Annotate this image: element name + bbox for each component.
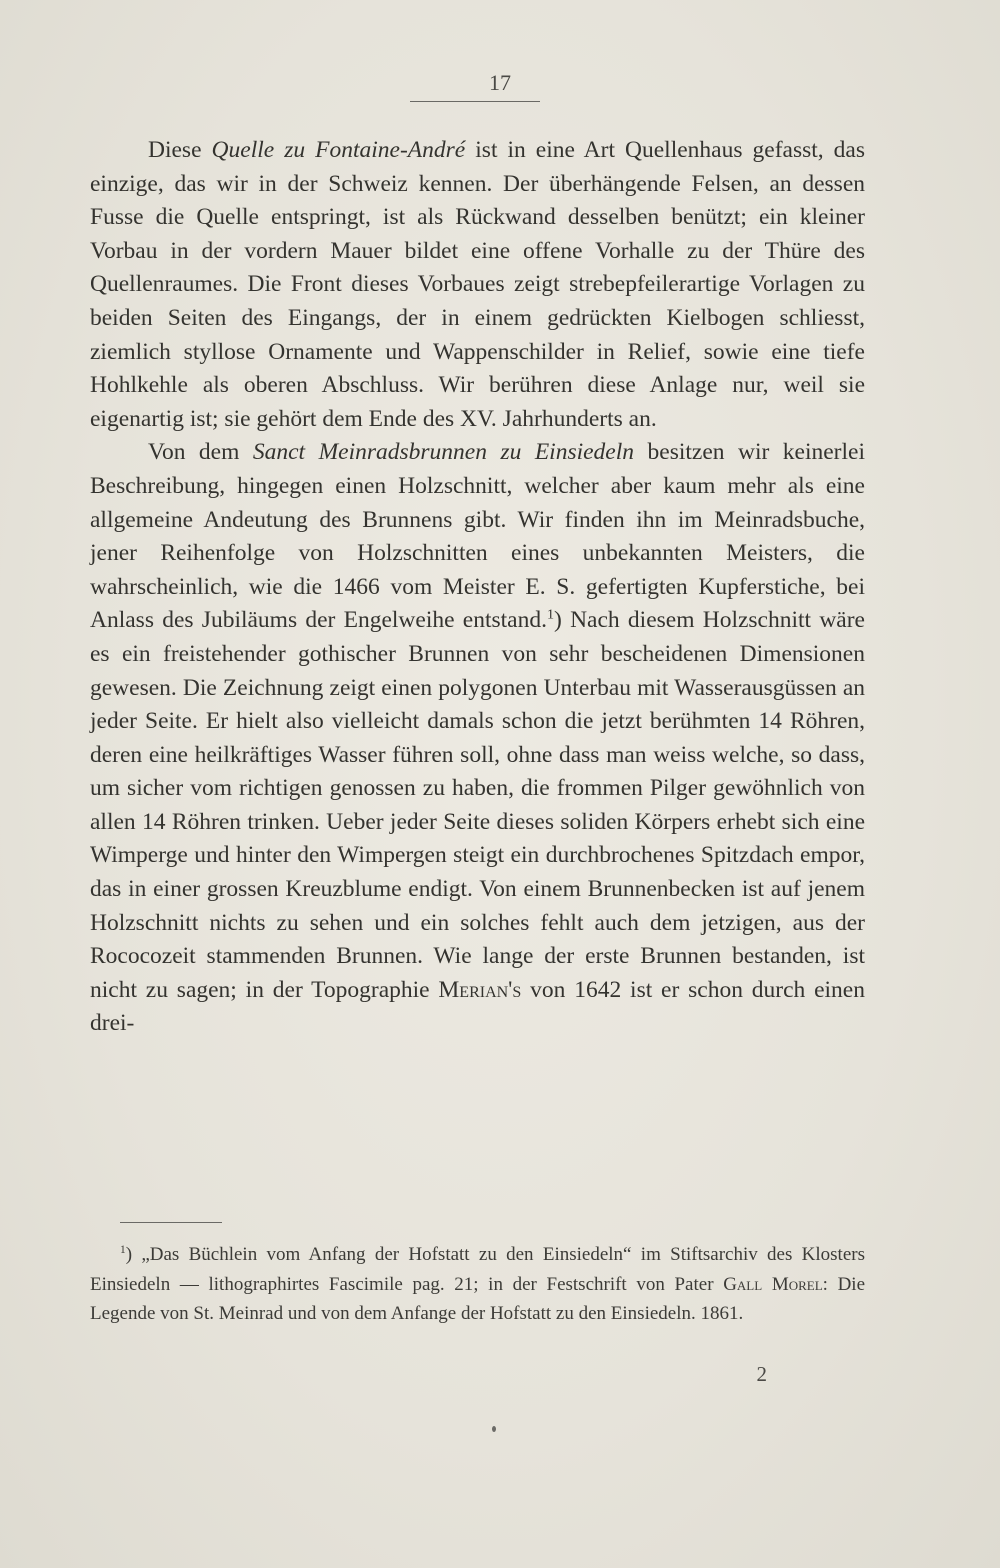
ink-speck	[492, 1426, 496, 1432]
footnote-text-2: : Die Legende von St. Meinrad und von dem Anfange der Hofstatt zu den Einsiedeln. 1861.	[90, 1273, 866, 1324]
paragraph-1-emphasis: Quelle zu Fontaine-André	[211, 137, 466, 163]
paragraph-1-text-1: Diese	[148, 137, 212, 163]
header-rule	[410, 101, 540, 102]
footnote-author-name: Gall Morel	[723, 1273, 823, 1295]
footnote-marker: 1	[120, 1244, 126, 1257]
signature-mark: 2	[756, 1362, 767, 1386]
body-text	[90, 134, 865, 1041]
paragraph-2-text-2: besitzen wir keinerlei Beschreibung, hingegen einen Holzschnitt, welcher aber kaum mehr als eine allgemeine Andeutung des Brunnens gibt. Wir finden ihn im Meinradsbuche, jener Reihenfolge von Holzschnitten eines unbekannten Meisters, die wahrscheinlich, wie die 1466 vom Meister E. S. gefertigten Kupferstiche, bei Anlass des Jubiläums der Engelweihe entstand.	[90, 439, 865, 634]
paragraph-1-text-2: ist in eine Art Quellenhaus gefasst, das einzige, das wir in der Schweiz kennen. Der überhängende Felsen, an dessen Fusse die Quelle entspringt, ist als Rückwand desselben benützt; ein kleiner Vorbau in der vordern Mauer bildet eine offene Vorhalle zu der Thüre des Quellenraumes. Die Front dieses Vorbaues zeigt strebepfeilerartige Vorlagen zu beiden Seiten des Eingangs, der in einem gedrückten Kielbogen schliesst, ziemlich styllose Ornamente und Wappenschilder in Relief, sowie eine tiefe Hohlkehle als oberen Abschluss. Wir berühren diese Anlage nur, weil sie eigenartig ist; sie gehört dem Ende des XV. Jahrhunderts an.	[90, 137, 866, 432]
paragraph-fontaine-andre	[90, 134, 865, 436]
paragraph-2-emphasis: Sanct Meinradsbrunnen zu Einsiedeln	[252, 439, 635, 466]
paragraph-2-text-4: von 1642 ist er schon durch einen drei-	[90, 976, 865, 1037]
page-number: 17	[489, 70, 511, 95]
paragraph-2-author-name: Merian's	[438, 976, 522, 1003]
paragraph-2-text-1: Von dem	[148, 439, 253, 466]
footnote	[90, 1240, 865, 1329]
footnote-rule	[120, 1222, 222, 1223]
footnote-text-1: ) „Das Büchlein vom Anfang der Hofstatt zu den Einsiedeln“ im Stiftsarchiv des Klosters Einsiedeln — lithographirtes Fascimile pag. 21; in der Festschrift von Pater	[90, 1244, 865, 1295]
footnote-reference[interactable]: 1	[546, 606, 555, 623]
paragraph-meinradsbrunnen	[90, 436, 865, 1041]
paragraph-2-text-3: ) Nach diesem Holzschnitt wäre es ein freistehender gothischer Brunnen von sehr bescheidenen Dimensionen gewesen. Die Zeichnung zeigt einen polygonen Unterbau mit Wasserausgüssen an jeder Seite. Er hielt also vielleicht damals schon die jetzt berühmten 14 Röhren, deren eine heilkräftiges Wasser führen soll, ohne dass man weiss welche, so dass, um sicher vom richtigen genossen zu haben, die frommen Pilger gewöhnlich von allen 14 Röhren trinken. Ueber jeder Seite dieses soliden Körpers erhebt sich eine Wimperge und hinter den Wimpergen steigt ein durchbrochenes Spitzdach empor, das in einer grossen Kreuzblume endigt. Von einem Brunnenbecken ist auf jenem Holzschnitt nichts zu sehen und ein solches fehlt auch dem jetzigen, aus der Rococozeit stammenden Brunnen. Wie lange der erste Brunnen bestanden, ist nicht zu sagen; in der Topographie	[90, 607, 865, 1003]
